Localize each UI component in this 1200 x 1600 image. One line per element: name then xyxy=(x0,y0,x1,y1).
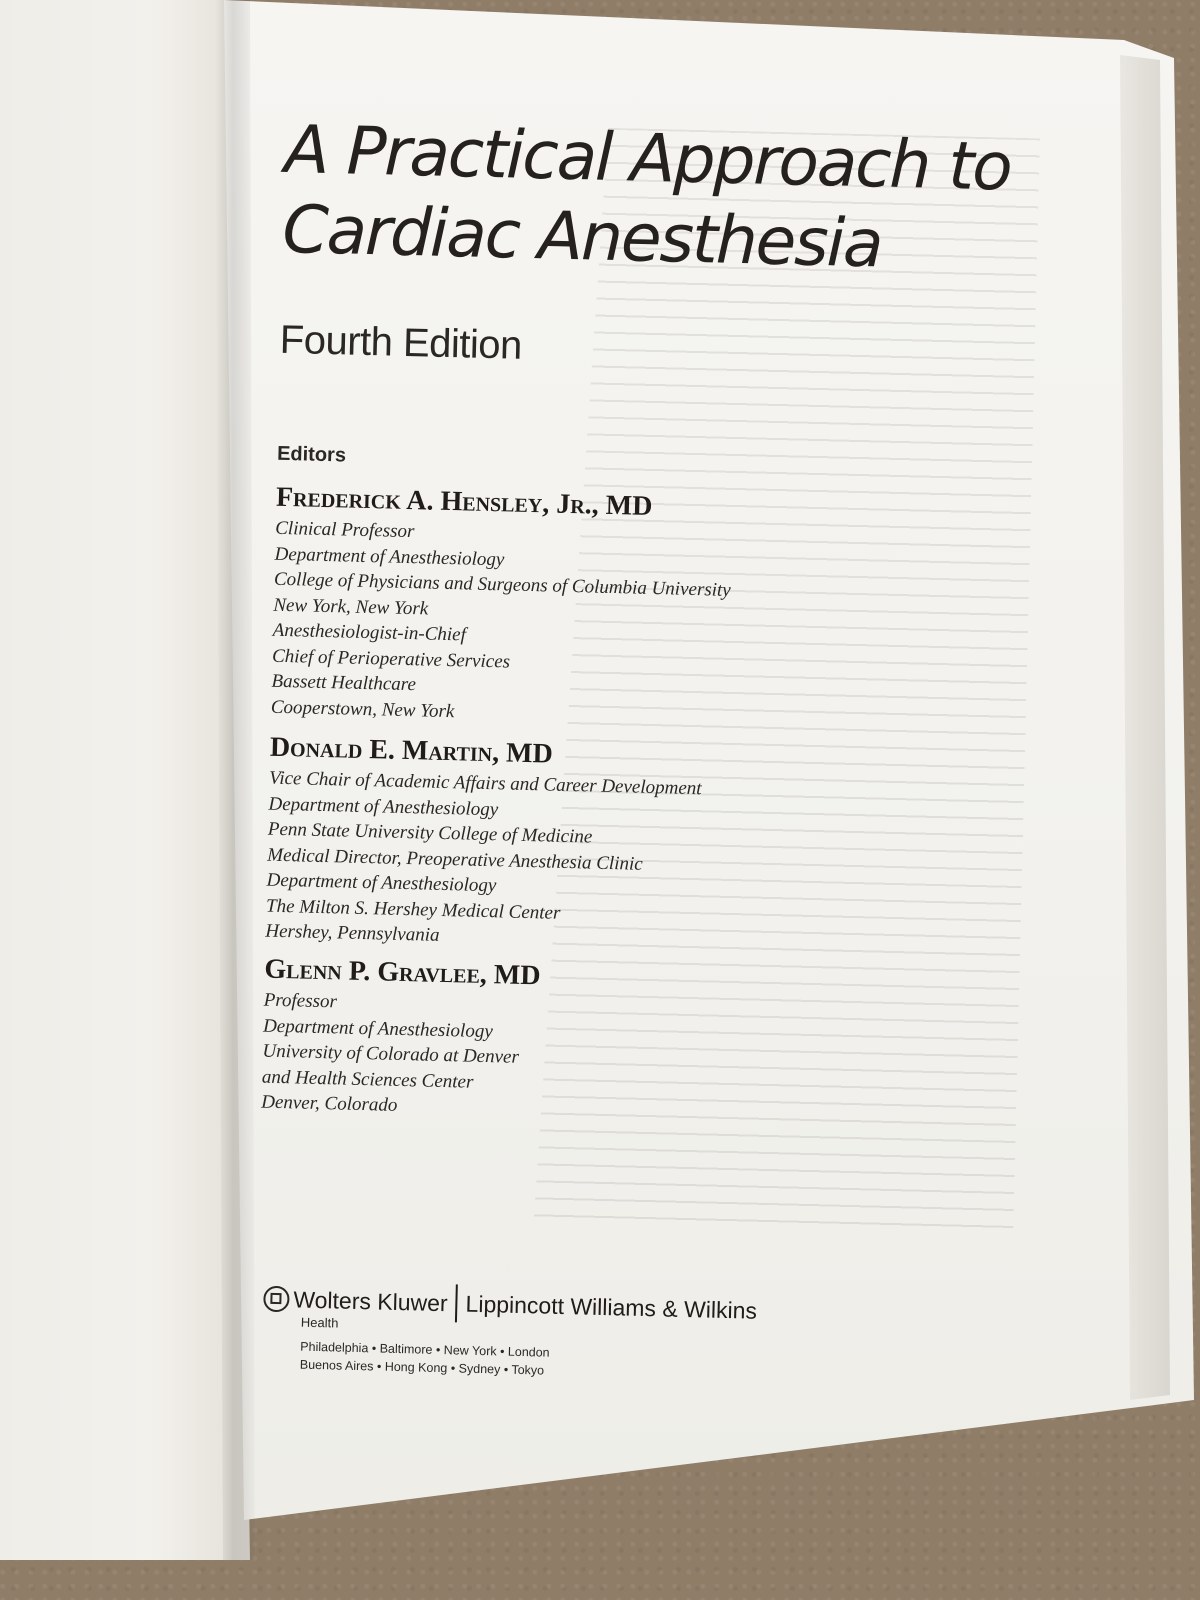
wolters-kluwer-logo-icon xyxy=(263,1286,290,1313)
editors-heading: Editors xyxy=(276,442,347,467)
editor-block xyxy=(261,952,825,1129)
editor-affiliation: University of Colorado at Denver xyxy=(262,1040,520,1068)
editor-block xyxy=(271,480,837,734)
publisher-block xyxy=(261,1280,824,1414)
edition-label: Fourth Edition xyxy=(279,317,523,368)
editor-affiliation: Chief of Perioperative Services xyxy=(271,645,511,673)
editor-affiliation: Medical Director, Preoperative Anesthesia Clinic xyxy=(267,844,643,875)
editor-affiliation: New York, New York xyxy=(273,594,429,620)
publisher-divider xyxy=(455,1284,458,1322)
book-title-line-1: A Practical Approach to xyxy=(283,110,1012,206)
publisher-cities xyxy=(300,1338,823,1387)
publisher-division: Health xyxy=(300,1314,339,1331)
editor-affiliation: Department of Anesthesiology xyxy=(266,869,497,897)
publisher-name: Wolters Kluwer xyxy=(293,1285,448,1316)
editor-affiliation: Clinical Professor xyxy=(275,517,415,543)
editor-affiliation: Cooperstown, New York xyxy=(270,696,455,722)
publisher-imprint: Lippincott Williams & Wilkins xyxy=(465,1290,758,1324)
editor-affiliation: Department of Anesthesiology xyxy=(262,1015,494,1042)
editor-affiliation: Hershey, Pennsylvania xyxy=(265,920,440,946)
editor-affiliation: Bassett Healthcare xyxy=(271,670,417,696)
editor-name: Donald E. Martin, MD xyxy=(269,731,554,770)
editor-affiliation: Professor xyxy=(263,989,338,1013)
editor-affiliation: Penn State University College of Medicine xyxy=(267,818,593,848)
editor-affiliation: Department of Anesthesiology xyxy=(268,793,499,820)
editor-affiliation: College of Physicians and Surgeons of Columbia University xyxy=(273,568,731,601)
publisher-cities-line-2: Buenos Aires • Hong Kong • Sydney • Tokyo xyxy=(299,1357,545,1378)
editor-affiliation: and Health Sciences Center xyxy=(261,1066,474,1093)
editor-affiliation: Anesthesiologist-in-Chief xyxy=(272,619,467,646)
publisher-cities-line-1: Philadelphia • Baltimore • New York • London xyxy=(300,1339,550,1360)
editor-affiliation: Department of Anesthesiology xyxy=(274,543,505,570)
editor-affiliation: Denver, Colorado xyxy=(260,1091,398,1116)
editor-affiliation: The Milton S. Hershey Medical Center xyxy=(265,895,561,924)
book-title xyxy=(282,110,1012,288)
editor-name: Glenn P. Gravlee, MD xyxy=(264,953,541,992)
book-title-line-2: Cardiac Anesthesia xyxy=(281,190,883,283)
editor-affiliation: Vice Chair of Academic Affairs and Career Development xyxy=(268,767,702,800)
editor-block xyxy=(265,730,830,958)
editor-name: Frederick A. Hensley, Jr., MD xyxy=(275,481,653,522)
